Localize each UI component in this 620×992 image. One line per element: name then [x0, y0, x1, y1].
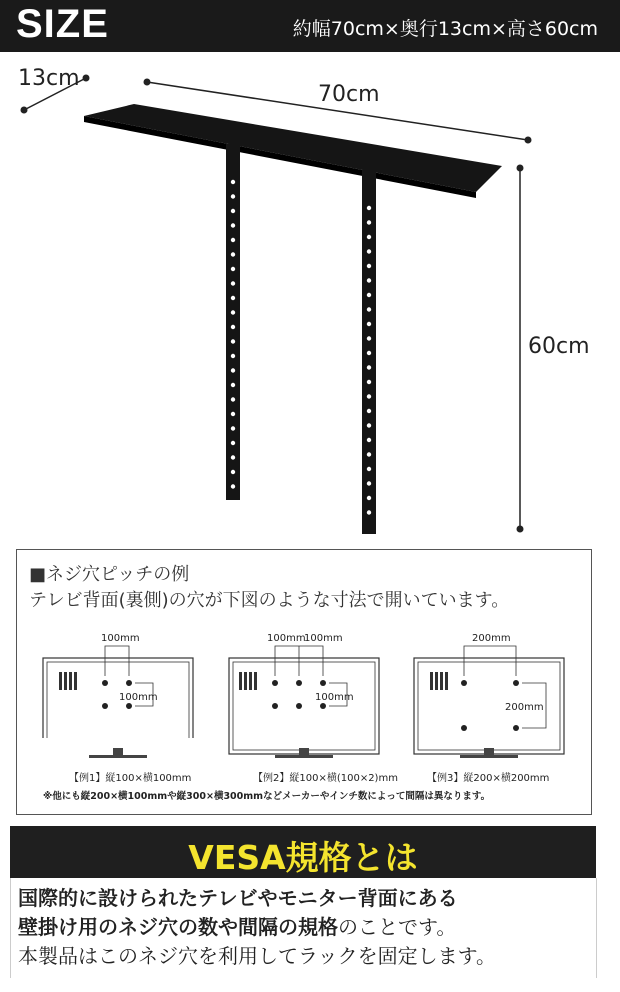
- tv-example-2: [227, 628, 387, 758]
- height-label: 60cm: [528, 334, 590, 359]
- bracket-hole: [231, 426, 235, 430]
- bracket-hole: [231, 194, 235, 198]
- overall-dimensions: 約幅70cm×奥行13cm×高さ60cm: [292, 18, 598, 40]
- bracket-hole: [231, 397, 235, 401]
- ex2-top-label-2: 100mm: [304, 633, 343, 644]
- bracket-hole: [231, 296, 235, 300]
- bracket-hole: [231, 354, 235, 358]
- size-header: [0, 0, 620, 52]
- vesa-line-2-rest: のことです。: [338, 915, 457, 939]
- ex2-top-label-1: 100mm: [267, 633, 306, 644]
- bracket-hole: [367, 409, 371, 413]
- left-bracket: [226, 144, 240, 500]
- tv-stand-3: [412, 748, 572, 768]
- ex2-side-label: 100mm: [315, 692, 354, 703]
- vesa-title: VESA規格とは: [188, 838, 418, 877]
- shelf-board: [84, 104, 502, 198]
- bracket-hole: [231, 325, 235, 329]
- vesa-banner: [10, 826, 596, 878]
- bracket-hole: [367, 293, 371, 297]
- ex3-caption: 【例3】縦200×横200mm: [427, 773, 550, 784]
- tv-example-1: [41, 628, 201, 738]
- pitch-note: ※他にも縦200×横100mmや縦300×横300mmなどメーカーやインチ数によって間隔は異なります。: [43, 791, 491, 802]
- bracket-hole: [367, 307, 371, 311]
- bracket-hole: [367, 467, 371, 471]
- bracket-hole: [367, 496, 371, 500]
- ex1-top-label: 100mm: [101, 633, 140, 644]
- bracket-hole: [231, 267, 235, 271]
- bracket-hole: [231, 310, 235, 314]
- tv-example-3: [412, 628, 572, 758]
- pitch-description: テレビ背面(裏側)の穴が下図のような寸法で開いています。: [29, 590, 510, 611]
- depth-label: 13cm: [18, 66, 80, 91]
- bracket-hole: [231, 484, 235, 488]
- bracket-hole: [231, 223, 235, 227]
- bracket-hole: [367, 264, 371, 268]
- product-drawing: [0, 52, 620, 597]
- bracket-hole: [367, 510, 371, 514]
- screw-pitch-box: [16, 549, 592, 815]
- bracket-hole: [231, 238, 235, 242]
- tv-stand-2: [227, 748, 387, 768]
- right-bracket: [362, 170, 376, 534]
- vesa-line-1: 国際的に設けられたテレビやモニター背面にある: [18, 886, 458, 910]
- bracket-hole: [367, 322, 371, 326]
- bracket-hole: [367, 365, 371, 369]
- width-label: 70cm: [318, 82, 380, 107]
- bracket-hole: [231, 180, 235, 184]
- bracket-hole: [231, 455, 235, 459]
- ex1-caption: 【例1】縦100×横100mm: [69, 773, 192, 784]
- bracket-hole: [367, 481, 371, 485]
- bracket-hole: [231, 209, 235, 213]
- bracket-hole: [367, 452, 371, 456]
- vesa-line-2-bold: 壁掛け用のネジ穴の数や間隔の規格: [18, 915, 338, 939]
- bracket-hole: [367, 438, 371, 442]
- bracket-hole: [367, 380, 371, 384]
- vesa-left-border: [10, 878, 11, 978]
- bracket-hole: [231, 281, 235, 285]
- tv-stand-1: [41, 748, 201, 768]
- ex3-top-label: 200mm: [472, 633, 511, 644]
- bracket-hole: [367, 206, 371, 210]
- bracket-hole: [367, 235, 371, 239]
- bracket-hole: [367, 351, 371, 355]
- bracket-hole: [231, 339, 235, 343]
- bracket-hole: [231, 412, 235, 416]
- ex1-side-label: 100mm: [119, 692, 158, 703]
- height-dimension-line: [517, 165, 524, 533]
- ex3-side-label: 200mm: [505, 702, 544, 713]
- size-title: SIZE: [16, 2, 109, 46]
- bracket-hole: [367, 423, 371, 427]
- bracket-hole: [231, 441, 235, 445]
- bracket-hole: [367, 394, 371, 398]
- bracket-hole: [231, 383, 235, 387]
- bracket-hole: [231, 368, 235, 372]
- bracket-hole: [367, 336, 371, 340]
- bracket-hole: [367, 278, 371, 282]
- bracket-hole: [231, 252, 235, 256]
- bracket-hole: [231, 470, 235, 474]
- pitch-heading: ■ネジ穴ピッチの例: [29, 564, 190, 585]
- ex2-caption: 【例2】縦100×横(100×2)mm: [253, 773, 398, 784]
- vesa-line-3: 本製品はこのネジ穴を利用してラックを固定します。: [18, 944, 496, 968]
- vesa-explanation: [18, 884, 608, 971]
- bracket-hole: [367, 220, 371, 224]
- bracket-hole: [367, 249, 371, 253]
